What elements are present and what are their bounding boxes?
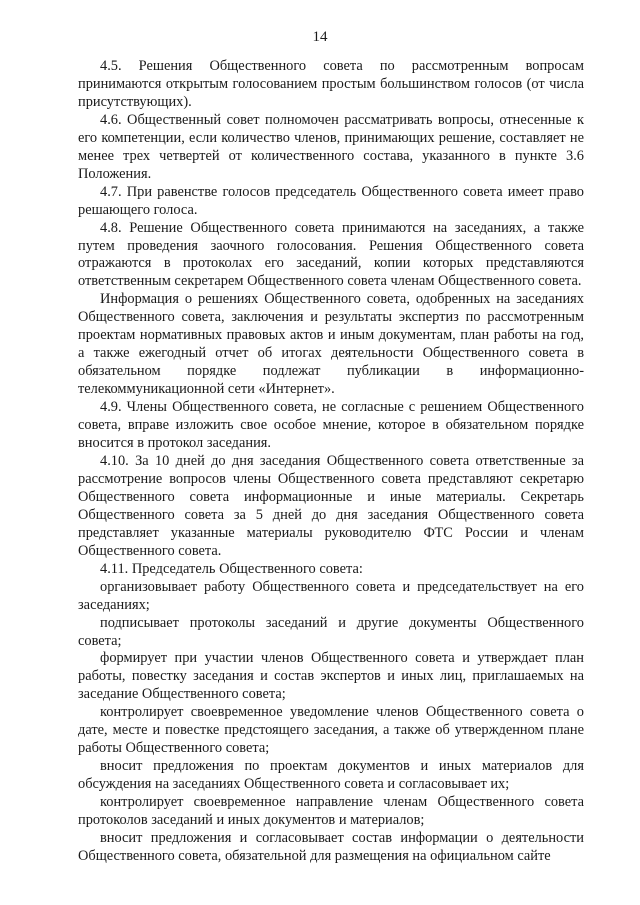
paragraph-4-6: 4.6. Общественный совет полномочен рассматривать вопросы, отнесенные к его компетенции, если количество членов, принимающих решение, составляет не менее трех четвертей от количественного состава, указанного в пункте 3.6 Положения.	[78, 111, 584, 182]
paragraph-4-5: 4.5. Решения Общественного совета по рассмотренным вопросам принимаются открытым голосованием простым большинством голосов (от числа присутствующих).	[78, 58, 584, 110]
paragraph-publication-info: Информация о решениях Общественного совета, одобренных на заседаниях Общественного совета, заключения и результаты экспертиз по рассмотренным проектам нормативных правовых актов и иным документам, план работы на год, а также ежегодный отчет об итогах деятельности Общественного совета в обязательном порядке подлежат публикации в информационно-телекоммуникационной сети «Интернет».	[78, 291, 584, 398]
document-body	[78, 58, 584, 866]
paragraph-4-11: 4.11. Председатель Общественного совета:	[100, 560, 363, 577]
paragraph-4-10: 4.10. За 10 дней до дня заседания Общественного совета ответственные за рассмотрение вопросов члены Общественного совета представляют секретарю Общественного совета информационные и иные материалы. Секретарь Общественного совета за 5 дней до дня заседания Общественного совета представляет указанные материалы руководителю ФТС России и членам Общественного совета.	[78, 452, 584, 559]
paragraph-4-9: 4.9. Члены Общественного совета, не согласные с решением Общественного совета, вправе изложить свое особое мнение, которое в обязательном порядке вносится в протокол заседания.	[78, 399, 584, 452]
list-item-controls-protocols: контролирует своевременное направление членам Общественного совета протоколов заседаний и иных документов и материалов;	[78, 794, 584, 829]
paragraph-4-8: 4.8. Решение Общественного совета принимаются на заседаниях, а также путем проведения заочного голосования. Решения Общественного совета отражаются в протоколах его заседаний, копии которых представляются ответственным секретарем Общественного совета членам Общественного совета.	[78, 219, 584, 290]
list-item-forms-plan: формирует при участии членов Общественного совета и утверждает план работы, повестку заседания и состав экспертов и иных лиц, приглашаемых на заседание Общественного совета;	[78, 650, 584, 703]
list-item-controls-notification: контролирует своевременное уведомление членов Общественного совета о дате, месте и повестке предстоящего заседания, а также об утвержденном плане работы Общественного совета;	[78, 704, 584, 757]
list-item-signs-protocols: подписывает протоколы заседаний и другие документы Общественного совета;	[78, 614, 584, 649]
list-item-submits-proposals: вносит предложения по проектам документов и иных материалов для обсуждения на заседаниях Общественного совета и согласовывает их;	[78, 758, 584, 793]
page-number: 14	[312, 29, 328, 45]
list-item-organizes-work: организовывает работу Общественного совета и председательствует на его заседаниях;	[78, 578, 584, 613]
paragraph-4-7: 4.7. При равенстве голосов председатель Общественного совета имеет право решающего голоса.	[78, 183, 584, 218]
list-item-publication-info: вносит предложения и согласовывает состав информации о деятельности Общественного совета, обязательной для размещения на официальном сайте	[78, 829, 584, 864]
